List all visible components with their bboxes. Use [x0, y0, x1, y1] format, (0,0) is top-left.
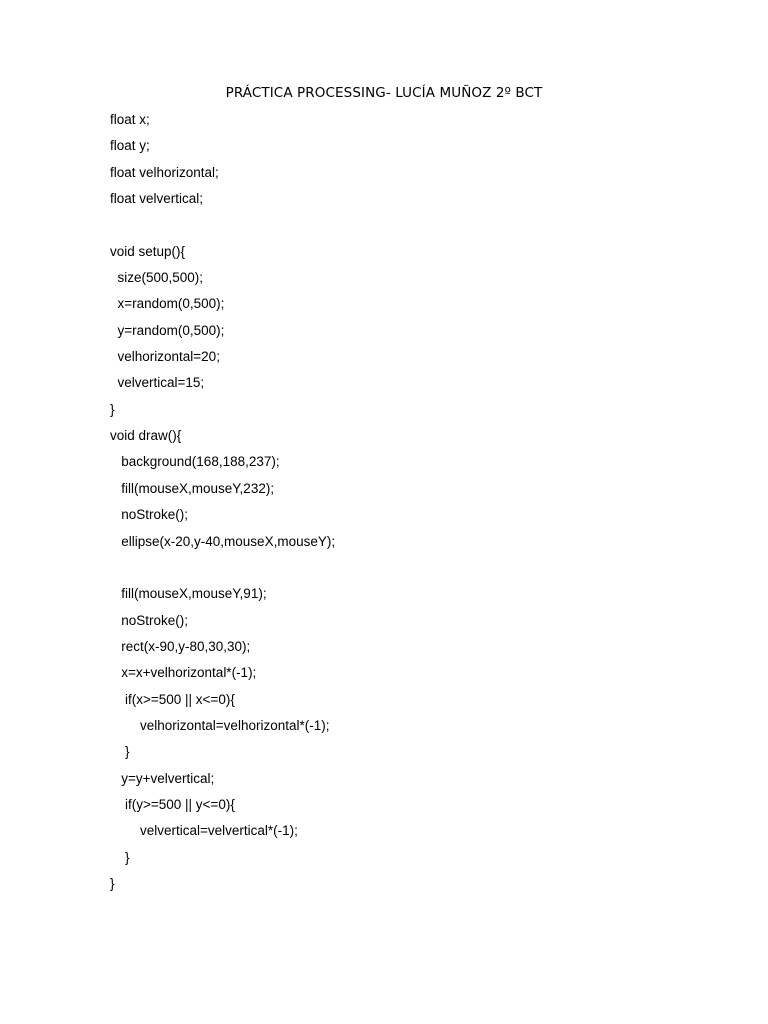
code-line: x=random(0,500); [110, 296, 225, 312]
code-line: float x; [110, 112, 150, 127]
code-line: noStroke(); [110, 507, 189, 523]
code-listing [110, 107, 710, 897]
code-line: background(168,188,237); [110, 454, 280, 470]
code-line: size(500,500); [110, 270, 204, 286]
code-line: } [110, 875, 115, 891]
code-line: void draw(){ [110, 428, 182, 444]
code-line: y=random(0,500); [110, 322, 225, 338]
code-line: noStroke(); [110, 612, 189, 628]
code-line: y=y+velvertical; [110, 770, 215, 786]
code-line: void setup(){ [110, 243, 186, 259]
code-line: x=x+velhorizontal*(-1); [110, 665, 257, 681]
code-line: float velhorizontal; [110, 164, 219, 180]
code-line: } [110, 744, 130, 760]
code-line: velhorizontal=20; [110, 349, 220, 365]
code-line: fill(mouseX,mouseY,232); [110, 480, 275, 496]
document-title: PRÁCTICA PROCESSING- LUCÍA MUÑOZ 2º BCT [225, 85, 543, 101]
code-line: } [110, 849, 130, 865]
code-line: velvertical=velvertical*(-1); [110, 823, 298, 839]
code-line: ellipse(x-20,y-40,mouseX,mouseY); [110, 533, 336, 549]
code-line: float velvertical; [110, 191, 204, 207]
code-line [110, 555, 710, 581]
code-line: if(y>=500 || y<=0){ [110, 796, 235, 812]
code-line: rect(x-90,y-80,30,30); [110, 638, 251, 654]
code-line: fill(mouseX,mouseY,91); [110, 586, 267, 602]
code-line: float y; [110, 138, 150, 154]
code-line: if(x>=500 || x<=0){ [110, 691, 235, 707]
code-line: velhorizontal=velhorizontal*(-1); [110, 717, 330, 733]
code-line: } [110, 401, 115, 417]
code-line [110, 212, 710, 238]
code-line: velvertical=15; [110, 375, 205, 391]
